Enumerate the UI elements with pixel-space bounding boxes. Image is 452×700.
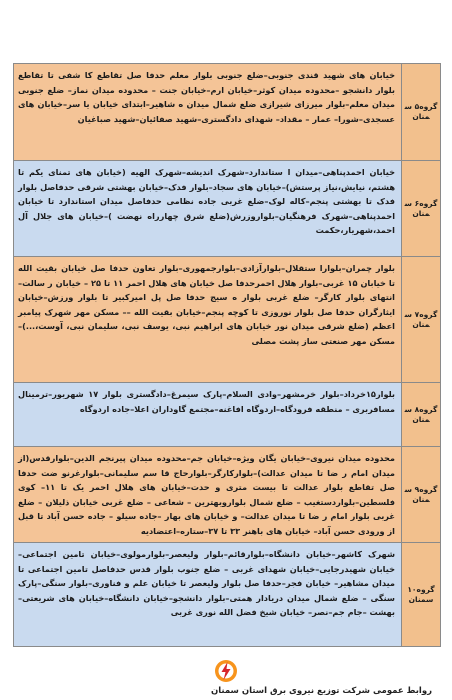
group-cell: [401, 64, 440, 160]
area-list: بلوار۱۵خرداد–بلوار خرمشهر–وادی السلام–پارک سیمرغ–دادگستری بلوار ۱۷ شهریور–ترمینال مسافربری – منطقه فرودگاه–اردوگاه افاغنه–مجتمع گاوداران اعلا–جاده اردوگاه: [14, 383, 401, 446]
group-cell: [401, 447, 440, 542]
group-cell: [401, 257, 440, 382]
group-label: گروه۱۰ سمنان: [407, 584, 435, 604]
group-label: گروه۵ سمنان: [404, 102, 438, 121]
table-row: [14, 543, 440, 646]
group-cell: [401, 161, 440, 256]
schedule-table: [13, 63, 441, 647]
area-list: بلوار چمران–بلوارا ستقلال–بلوارآزادی–بلوارجمهوری–بلوار تعاون حدفا صل خیابان بقیت الله تا خیابان ۱۵ غربی–بلوار هلال احمرحدفا صل خیابان های هلال احمر ۱۱ تا ۲۵ – خیابان ر سالت– انتهای بلوار کارگر– ضلع غربی بلوار ه سیج حدفا صل پل امیرکبیر تا بلوار ورزش–خیابان ایثارگران حدفا صل بلوار نوروزی تا کوچه پنجم–خیابان بقیت الله –– مسکن مهر شهرک پیامبر اعظم (ضلع شرقی میدان نور خیابان های ابراهیم نبی، یوسف نبی، سلیمان نبی، آوست،...)– مسکن مهر صنعتی ساز پشت مصلی: [14, 257, 401, 382]
table-row: [14, 64, 440, 161]
group-label: گروه۹ سمنان: [404, 484, 438, 504]
table-row: [14, 161, 440, 257]
table-row: [14, 447, 440, 543]
footer: [0, 655, 452, 700]
table-row: [14, 257, 440, 383]
group-cell: [401, 383, 440, 446]
area-list: خیابان های شهید قندی جنوبی–ضلع جنوبی بلوار معلم حدفا صل تقاطع کا شفی تا تقاطع بلوار دانشجو –محدوده میدان کوثر–خیابان ارم–خیابان جنت – محدوده میدان نماز– ضلع جنوبی میدان معلم–بلوار میرزای شیرازی ضلع شمال میدان ه شاهیر–ابتدای خیابان یا سر–خیابان های عسجدی–شورا– عمار – مقداد– شهدای دادگستری–شهید صفائیان–شهید صباغیان: [14, 64, 401, 160]
table-row: [14, 383, 440, 447]
group-cell: [401, 543, 440, 646]
group-label: گروه۷ سمنان: [404, 309, 438, 329]
area-list: شهرک کاشهر–خیابان دانشگاه–بلوارقائم–بلوار ولیعصر–بلوارمولوی–خیابان تامین اجتماعی–خیابان شهیدرجایی–خیابان شهدای غربی – ضلع جنوب بلوار قدس حدفاصل تامین اجتماعی تا میدان مشاهیر– خیابان فجر–حدفا صل بلوار ولیعصر تا خیابان علم و فناوری–بلوار سنگی–پارک سنگی – ضلع شمال میدان دریادار همتی–بلوار دانشجو–خیابان دانشگاه–خیابان های شریعتی–بهشت –جام جم–نصر– خیابان شیخ فضل الله نوری غربی: [14, 543, 401, 646]
area-list: خیابان احمدپناهی–میدان ا ستاندارد–شهرک اندیشه–شهرک الهیه (خیابان های تمنای یکم تا هشتم، نیایش،نیاز پرستش)–خیابان های سجاد–بلوار فدک–خیابان بهشتی شرقی حدفاصل بلوار فدک تا بهشتی پنجم–کاله لوک–ضلع غربی جاده نظامی حدفاصل میدان استاندارد تا خیابان احمدپناهی–شهرک فرهنگیان–بلواروزرش(ضلع شرق چهارراه نهضت )–خیابان های جلال آل احمد،شهریار،حکمت: [14, 161, 401, 256]
group-label: گروه۶ سمنان: [404, 198, 438, 218]
footer-caption: روابط عمومی شرکت توزیع نیروی برق استان سمنان: [210, 686, 432, 696]
area-list: محدوده میدان نیروی–خیابان یگان ویژه–خیابان جم–محدوده میدان پیرنجم الدین–بلوارقدس(از میدان امام ر ضا تا میدان عدالت)–بلوارکارگر–بلوارحاج قا سم سلیمانی–بلوارغرنو ضت حدفا صل تقاطع بلوار عدالت تا بیست متری و حدت–خیابان های هلال احمر یک تا ۱۱– کوی فلسطین–بلواردستغیب – ضلع شمال بلواروبهترین – شعاعی – ضلع غربی خیابان ذلیلان – ضلع غربی بلوار امام ر ضا تا میدان عدالت– و خیابان های بهار –جاده سیلو – جاده حسن آباد تا قبل از ورودی حسن آباد– خیابان های باهنر ۳۳ تا ۳۷–ستاره–اعتضادیه: [14, 447, 401, 542]
electricity-distribution-logo-icon: [214, 659, 238, 683]
group-label: گروه۸ سمنان: [404, 404, 438, 424]
